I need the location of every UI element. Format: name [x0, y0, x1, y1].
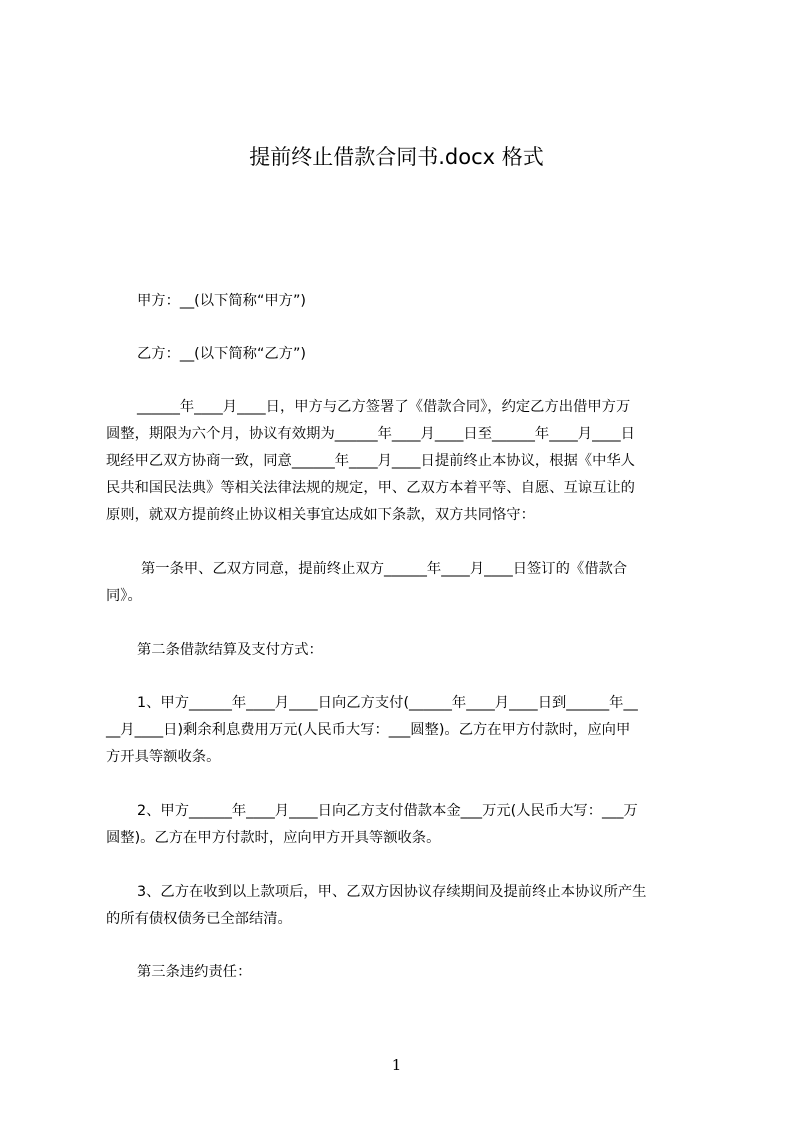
article1-line-2: 同》。: [106, 588, 142, 604]
clause1-line-3: 方开具等额收条。: [106, 749, 221, 765]
party-a-line: 甲方：__(以下简称“甲方”): [137, 293, 306, 309]
clause2-line-2: 圆整)。乙方在甲方付款时，应向甲方开具等额收条。: [106, 830, 441, 846]
article1-line-1: 第一条甲、乙双方同意，提前终止双方______年____月____日签订的《借款合: [141, 561, 628, 577]
document-title: 提前终止借款合同书.docx 格式: [249, 145, 544, 169]
intro-line-4: 民共和国民法典》等相关法律法规的规定，甲、乙双方本着平等、自愿、互谅互让的: [106, 480, 635, 496]
clause3-line-2: 的所有债权债务已全部结清。: [106, 911, 292, 927]
party-b-line: 乙方：__(以下简称“乙方”): [137, 346, 306, 362]
clause1-line-2: __月____日)剩余利息费用万元(人民币大写：___圆整)。乙方在甲方付款时，应向甲: [106, 722, 631, 738]
intro-line-3: 现经甲乙双方协商一致，同意______年____月____日提前终止本协议，根据《中华人: [106, 453, 635, 469]
article2-heading: 第二条借款结算及支付方式：: [137, 642, 323, 658]
intro-line-1: ______年____月____日，甲方与乙方签署了《借款合同》，约定乙方出借甲方万: [137, 399, 631, 415]
clause2-line-1: 2、甲方______年____月____日向乙方支付借款本金___万元(人民币大写：___万: [137, 803, 638, 819]
clause3-line-1: 3、乙方在收到以上款项后，甲、乙双方因协议存续期间及提前终止本协议所产生: [137, 884, 647, 900]
intro-line-2: 圆整，期限为六个月，协议有效期为______年____月____日至______年____月____日: [106, 426, 635, 442]
clause1-line-1: 1、甲方______年____月____日向乙方支付(______年____月____日到______年__: [137, 695, 638, 711]
article3-heading: 第三条违约责任：: [137, 964, 252, 980]
page-number: 1: [391, 1056, 402, 1074]
intro-line-5: 原则，就双方提前终止协议相关事宜达成如下条款，双方共同恪守：: [106, 507, 535, 523]
